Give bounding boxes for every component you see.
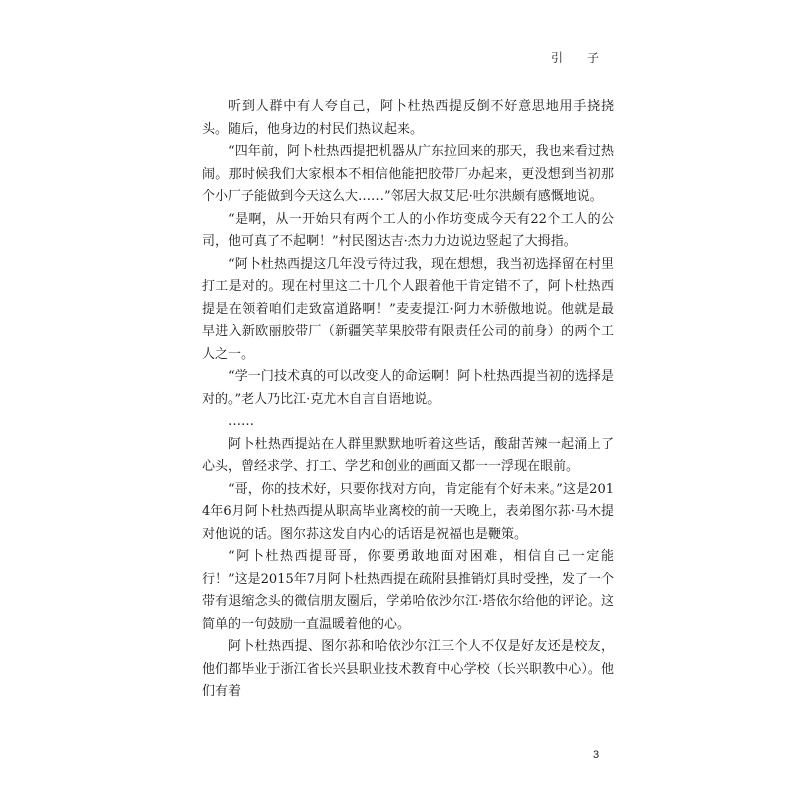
body-text [202, 96, 614, 704]
ellipsis-line: …… [228, 414, 254, 429]
paragraph: 阿卜杜热西提、图尔荪和哈依沙尔江三个人不仅是好友还是校友，他们都毕业于浙江省长兴县职业技术教育中心学校（长兴职教中心）。他们有着 [202, 639, 614, 699]
page-number: 3 [593, 749, 600, 761]
paragraph: 阿卜杜热西提站在人群里默默地听着这些话，酸甜苦辣一起涌上了心头，曾经求学、打工、学艺和创业的画面又都一一浮现在眼前。 [202, 436, 614, 474]
paragraph: “哥，你的技术好，只要你找对方向，肯定能有个好未来。”这是2014年6月阿卜杜热西提从职高毕业离校的前一天晚上，表弟图尔荪·马木提对他说的话。图尔荪这发自内心的话语是祝福也是鞭策。 [202, 481, 614, 542]
paragraph: “阿卜杜热西提哥哥，你要勇敢地面对困难，相信自己一定能行！”这是2015年7月阿卜杜热西提在疏附县推销灯具时受挫，发了一个带有退缩念头的微信朋友圈后，学弟哈依沙尔江·塔依尔给他的评论。这简单的一句鼓励一直温暖着他的心。 [202, 549, 615, 632]
paragraph: “学一门技术真的可以改变人的命运啊！阿卜杜热西提当初的选择是对的。”老人乃比江·克尤木自言自语地说。 [202, 369, 614, 407]
paragraph: “阿卜杜热西提这几年没亏待过我，现在想想，我当初选择留在村里打工是对的。现在村里这二十几个人跟着他干肯定错不了，阿卜杜热西提是在领着咱们走致富道路啊！”麦麦提江·阿力木骄傲地说。他就是最早进入新欧丽胶带厂（新疆笑苹果胶带有限责任公司的前身）的两个工人之一。 [202, 256, 614, 362]
paragraph: “是啊，从一开始只有两个工人的小作坊变成今天有22个工人的公司，他可真了不起啊！”村民图达吉·杰力力边说边竖起了大拇指。 [202, 211, 614, 249]
running-header: 引 子 [550, 51, 605, 65]
paragraph: 听到人群中有人夸自己，阿卜杜热西提反倒不好意思地用手挠挠头。随后，他身边的村民们热议起来。 [202, 99, 614, 137]
paragraph: “四年前，阿卜杜热西提把机器从广东拉回来的那天，我也来看过热闹。那时候我们大家根本不相信他能把胶带厂办起来，更没想到当初那个小厂子能做到今天这么大……”邻居大叔艾尼·吐尔洪颇有感慨地说。 [202, 144, 614, 204]
